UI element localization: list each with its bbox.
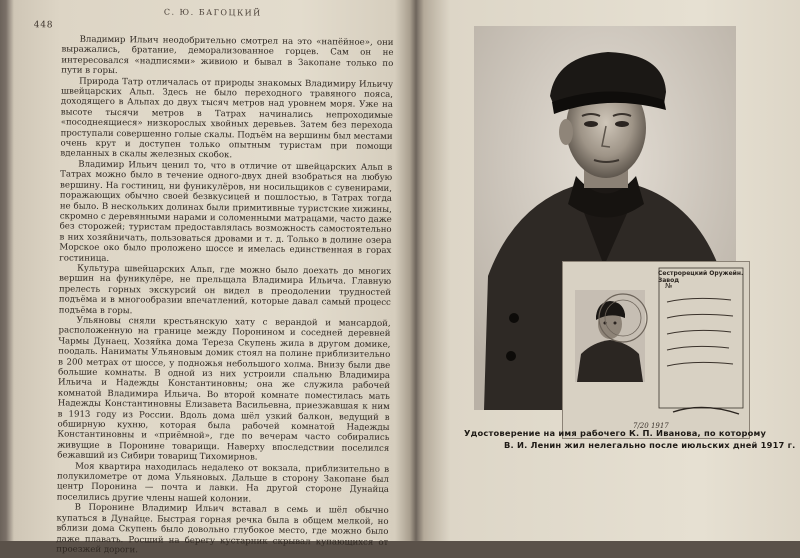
document-date: 7/20 1917 xyxy=(633,422,669,430)
right-page xyxy=(424,0,800,541)
left-page xyxy=(8,0,410,556)
paragraph: В Поронине Владимир Ильич вставал в семь и шёл обычно купаться в Дунайце. Быстрая горная речка была в общем мелкой, но вблизи дома Скупень было довольно глубокое место, где можно было даже плавать. Росший на берегу кустарник скрывал купающихся от проезжей дороги. xyxy=(56,502,389,556)
paragraph: Моя квартира находилась недалеко от вокзала, приблизительно в полукилометре от дома Ульяновых. Дальше в сторону Закопане был центр Поронина — почта и лавки. На другой стороне Дунайца поселились другие члены нашей колонии. xyxy=(56,461,390,505)
running-head xyxy=(14,6,394,31)
identity-document xyxy=(563,262,749,438)
document-number: № xyxy=(665,282,673,290)
caption-line-2: В. И. Ленин жил нелегально после июльских дней 1917 г. xyxy=(504,440,796,450)
photo-caption xyxy=(464,427,796,451)
document-header: Сестрорецкий Оружейн. Завод xyxy=(658,270,744,284)
paragraph: Ульяновы сняли крестьянскую хату с верандой и мансардой, расположенную на границе между Поронином и соседней деревней Чармы Дунаец. Хозяйка дома Тереза Скупень жила в другом домике, поодаль. Наниматы Ульяновым домик стоял на полине приблизительно в 200 метрах от шоссе, у подножья небольшого холма. Внизу были две большие комнаты. В одной из них устроили спальню Владимира Ильича и Надежды Константиновны; она же служила рабочей комнатой Владимира Ильича. Во второй комнате поместилась мать Надежды Константиновны Елизавета Васильевна, приезжавшая к ним в 1913 году из России. Вдоль дома шёл узкий балкон, ведущий в обширную кухню, которая была рабочей комнатой Надежды Константиновны и «приёмной», где по вечерам часто собирались живущие в Поронине товарищи. Наверху впоследствии поселился бежавший из Сибири товарищ Тихомирнов. xyxy=(57,315,391,463)
paragraph: Владимир Ильич неодобрительно смотрел на это «напёйное», они выражались, братание, деморализованное горцев. Сам он не интересовался «надписями» живиою и бывал в Закопане только по пути в горы. xyxy=(61,34,394,77)
paragraph: Владимир Ильич ценил то, что в отличие от швейцарских Альп в Татрах можно было в течение одного-двух дней взобраться на любую вершину. На гостиниц, ни фуникулёров, ни носильщиков с сувенирами, поражающих обычно своей безвкусицей и пошлостью, в Татрах тогда не было. В нескольких долинах были примитивные туристские хижины, скромно с деревянными нарами и соломенными матрацами, часто даже без сторожей; туристам предоставлялась возможность самостоятельно в них хозяйничать, пользоваться дровами и т. д. Только в долине озера Морское око было проложено шоссе и имелась единственная в горах гостиница. xyxy=(59,159,393,264)
author-running-head: С. Ю. БАГОЦКИЙ xyxy=(163,7,262,18)
document-markings xyxy=(563,262,749,438)
paragraph: Природа Татр отличалась от природы знакомых Владимиру Ильичу швейцарских Альп. Здесь не было переходного травяного пояса, доходящего в Альпах до двух тысяч метров над уровнем моря. Уже на высоте тысячи метров в Татрах начинались непроходимые «посоднеящиеся» низкорослых хвойных деревьев. Затем без перехода проступали совершенно голые скалы. Подъём на вершины был местами очень крут и доступен только опытным туристам при помощи вделанных в скалы железных скобок. xyxy=(60,76,394,161)
page-number: 448 xyxy=(33,20,54,31)
paragraph: Культура швейцарских Альп, где можно было доехать до многих вершин на фуникулёре, не прельщала Владимира Ильича. Главную прелесть горных экскурсий он видел в преодолении трудностей подъёма и в многообразии впечатлений, которые давал самый процесс подъёма в горы. xyxy=(58,263,392,316)
caption-line-1: Удостоверение на имя рабочего К. П. Иванова, по которому xyxy=(464,428,767,438)
photo-plate xyxy=(474,26,744,430)
body-text xyxy=(56,35,393,558)
